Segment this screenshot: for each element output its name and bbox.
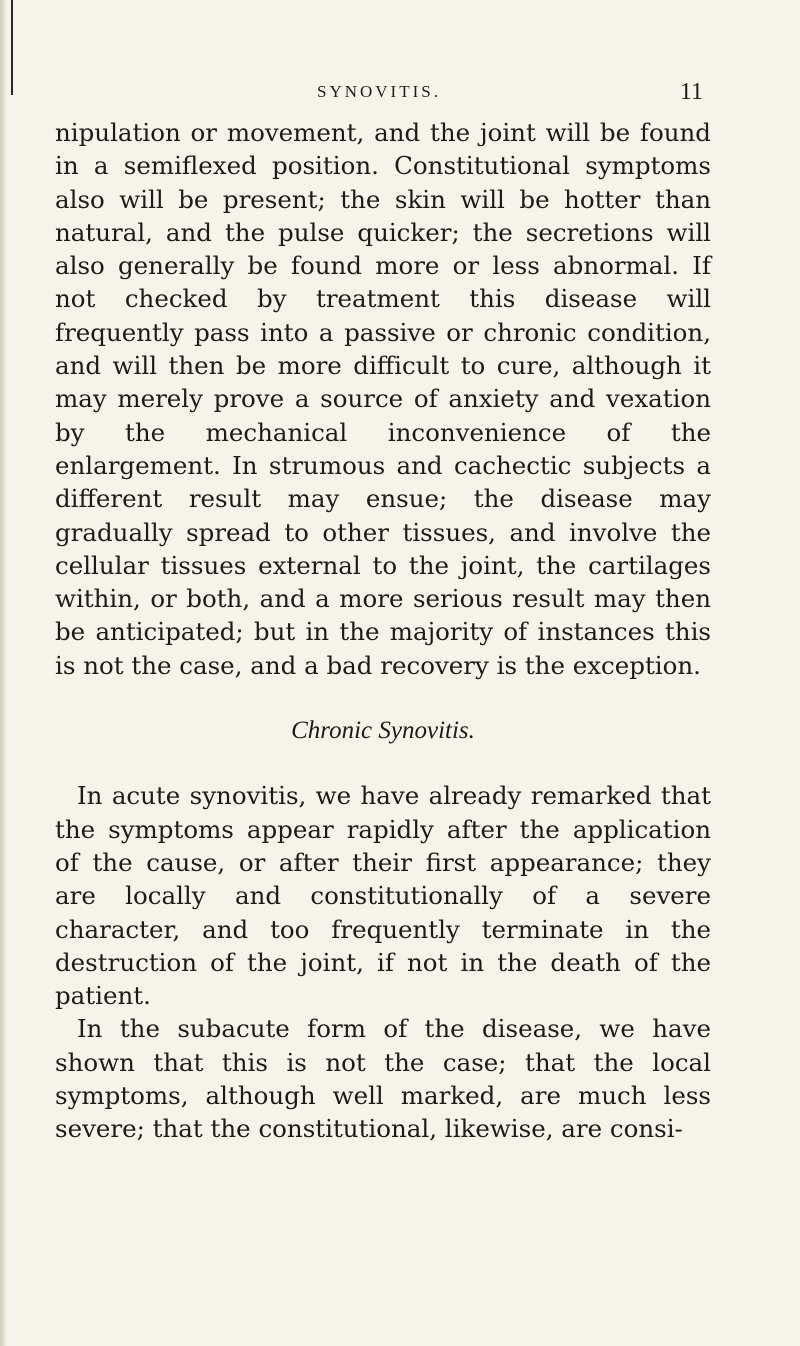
page-number: 11 [679,79,703,105]
binding-line [11,0,13,95]
running-title: SYNOVITIS. [317,82,441,101]
paragraph-continuation: nipulation or movement, and the joint will be found in a semiflexed position. Constitutional symptoms also will be present; the skin will be hotter than natural, and the pulse quicker; the secretions will also generally be found more or less abnormal. If not checked by treatment this disease will frequently pass into a passive or chronic condition, and will then be more difficult to cure, although it may merely prove a source of anxiety and vexation by the mechanical inconvenience of the enlargement. In strumous and cachectic subjects a different result may ensue; the disease may gradually spread to other tissues, and involve the cellular tissues external to the joint, the cartilages within, or both, and a more serious result may then be anticipated; but in the majority of instances this is not the case, and a bad recovery is the exception. [55,118,711,680]
book-page [55,0,711,1346]
paragraph-subacute-form: In the subacute form of the disease, we have shown that this is not the case; that the local symptoms, although well marked, are much less severe; that the constitutional, likewise, are consi- [55,1014,711,1144]
paragraph-acute-synovitis: In acute synovitis, we have already remarked that the symptoms appear rapidly after the application of the cause, or after their first appearance; they are locally and constitutionally of a severe character, and too frequently terminate in the destruction of the joint, if not in the death of the patient. [55,781,711,1011]
body-text [55,116,711,1146]
page-gutter-shadow [0,0,7,1346]
running-head [55,79,711,109]
section-heading: Chronic Synovitis. [291,717,475,745]
